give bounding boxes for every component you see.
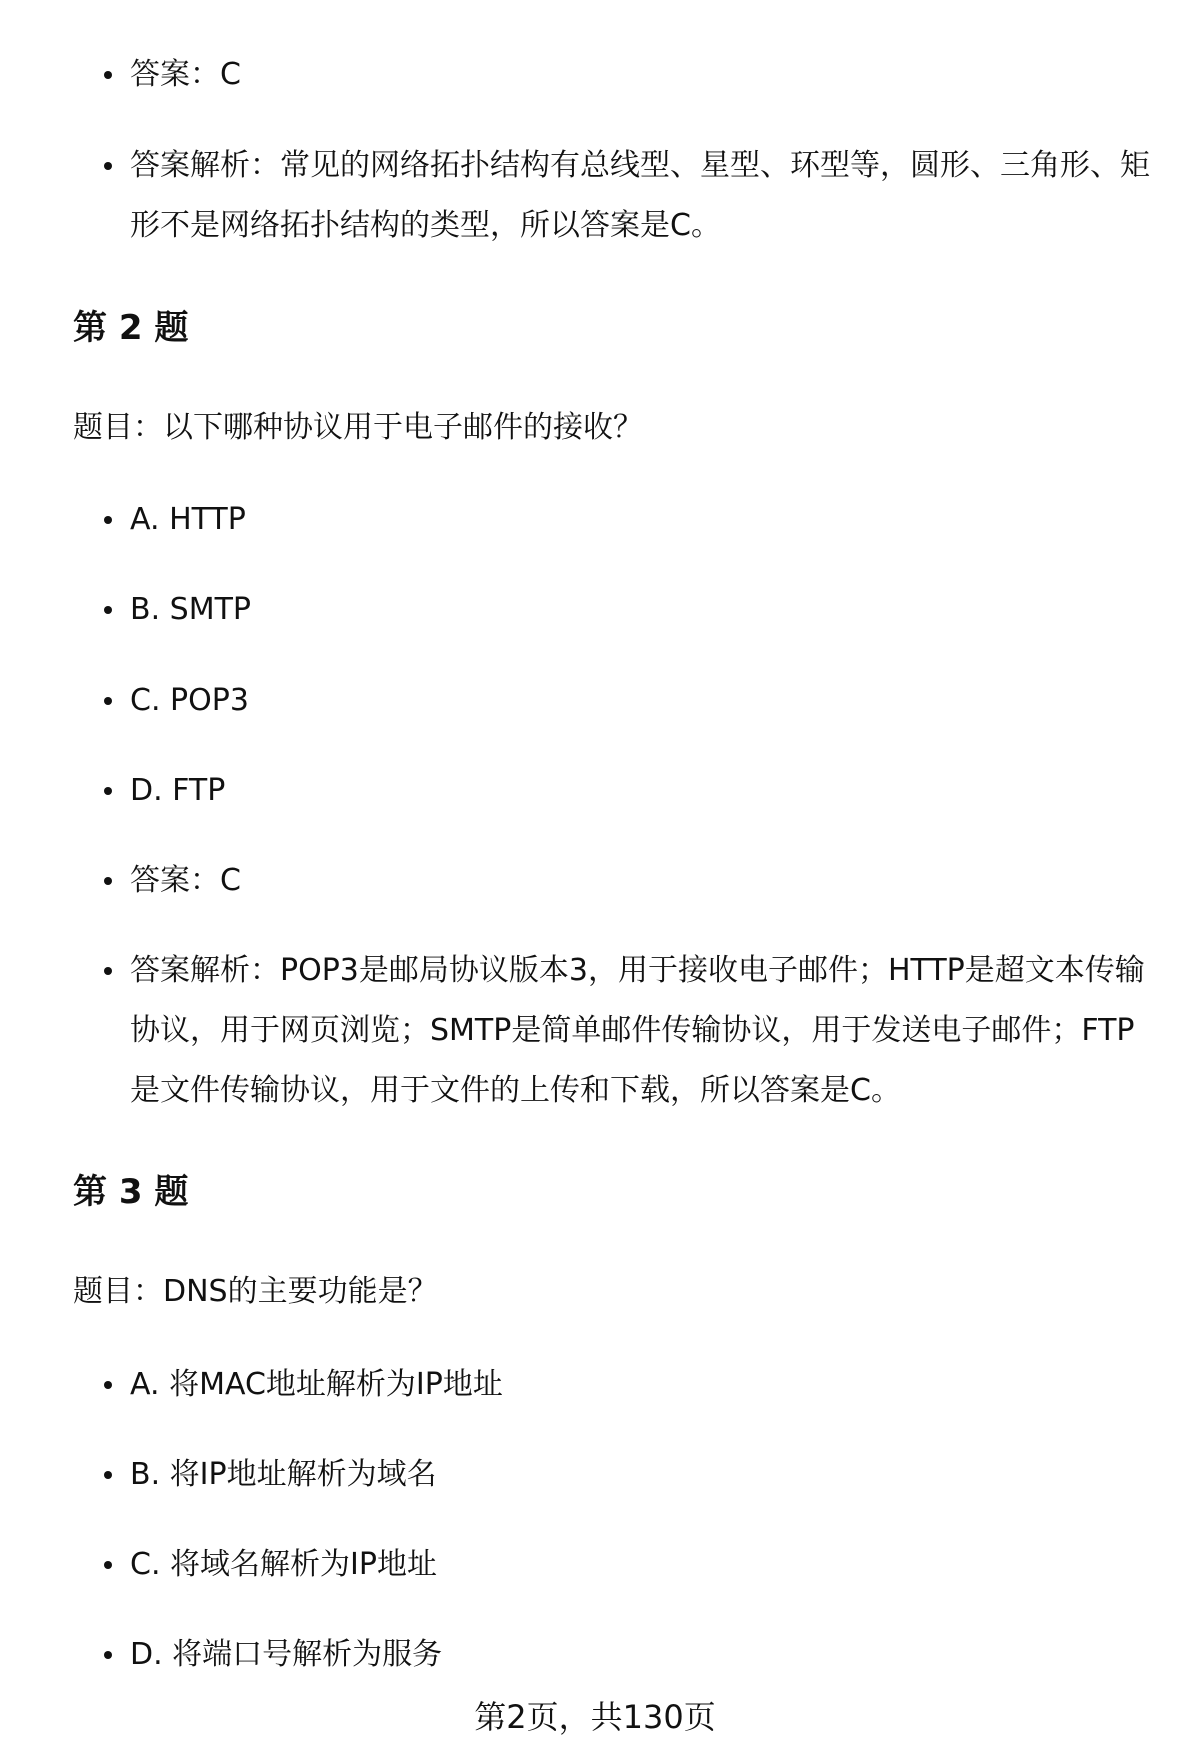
q3-option-d: D. 将端口号解析为服务	[130, 1625, 1150, 1685]
q2-option-c: C. POP3	[130, 671, 1150, 731]
q3-heading: 第 3 题	[73, 1172, 189, 1212]
q1-explanation: 答案解析：常见的网络拓扑结构有总线型、星型、环型等，圆形、三角形、矩形不是网络拓扑结构的类型，所以答案是C。	[130, 136, 1150, 256]
q3-option-c: C. 将域名解析为IP地址	[130, 1535, 1150, 1595]
q3-question: 题目：DNS的主要功能是？	[73, 1274, 438, 1309]
q1-answer: 答案：C	[130, 45, 1150, 105]
q2-option-a: A. HTTP	[130, 490, 1150, 550]
q2-explanation: 答案解析：POP3是邮局协议版本3，用于接收电子邮件；HTTP是超文本传输协议，用于网页浏览；SMTP是简单邮件传输协议，用于发送电子邮件；FTP是文件传输协议，用于文件的上传和下载，所以答案是C。	[130, 941, 1150, 1121]
q2-heading: 第 2 题	[73, 308, 189, 348]
q3-option-b: B. 将IP地址解析为域名	[130, 1445, 1150, 1505]
q3-option-a: A. 将MAC地址解析为IP地址	[130, 1355, 1150, 1415]
q2-answer: 答案：C	[130, 851, 1150, 911]
q2-option-d: D. FTP	[130, 761, 1150, 821]
q2-option-b: B. SMTP	[130, 580, 1150, 640]
q2-question: 题目：以下哪种协议用于电子邮件的接收？	[73, 410, 643, 445]
page-number: 第2页，共130页	[474, 1698, 716, 1736]
